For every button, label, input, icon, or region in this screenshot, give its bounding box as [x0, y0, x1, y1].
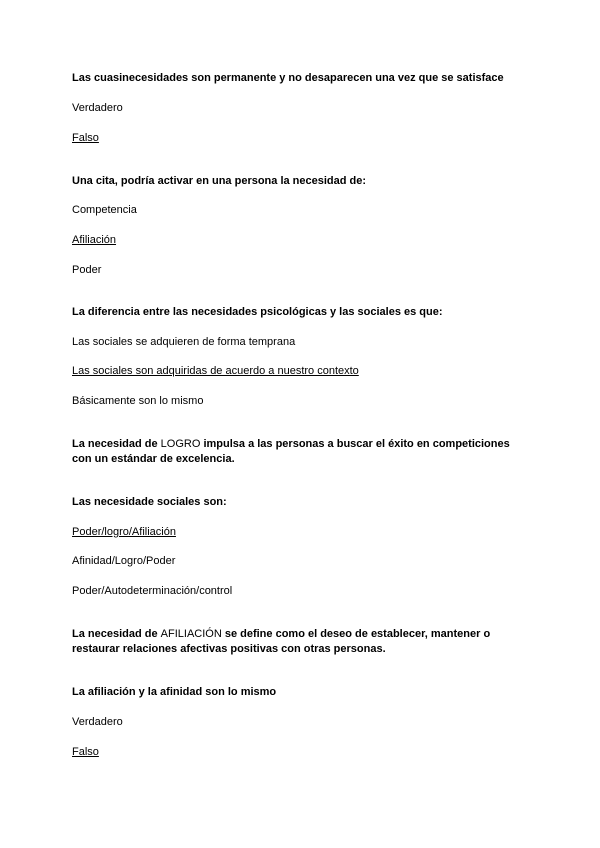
statement-afiliacion-prefix: La necesidad de	[72, 628, 161, 640]
question-1-option-2-correct: Falso	[72, 132, 99, 144]
question-4-prompt: Las necesidade sociales son:	[72, 496, 227, 508]
question-2-prompt: Una cita, podría activar en una persona la necesidad de:	[72, 175, 367, 187]
statement-logro-line-2: con un estándar de excelencia.	[72, 453, 235, 465]
question-4-option-2: Afinidad/Logro/Poder	[72, 555, 176, 567]
statement-logro-line-1	[72, 437, 510, 452]
question-1-prompt: Las cuasinecesidades son permanente y no desaparecen una vez que se satisface	[72, 72, 504, 84]
statement-logro-prefix: La necesidad de	[72, 438, 161, 450]
statement-afiliacion-keyword: AFILIACIÓN	[160, 628, 222, 640]
question-3-prompt: La diferencia entre las necesidades psicológicas y las sociales es que:	[72, 306, 443, 318]
question-5-option-2-correct: Falso	[72, 746, 99, 758]
question-5-prompt: La afiliación y la afinidad son lo mismo	[72, 686, 277, 698]
statement-logro-keyword: LOGRO	[160, 438, 201, 450]
statement-afiliacion-line-2: restaurar relaciones afectivas positivas con otras personas.	[72, 643, 386, 655]
statement-logro-rest: impulsa a las personas a buscar el éxito en competiciones	[200, 438, 510, 450]
question-2-option-3: Poder	[72, 264, 102, 276]
question-4-option-3: Poder/Autodeterminación/control	[72, 585, 233, 597]
question-3-option-3: Básicamente son lo mismo	[72, 395, 204, 407]
question-1-option-1: Verdadero	[72, 102, 123, 114]
question-5-option-1: Verdadero	[72, 716, 123, 728]
question-3-option-1: Las sociales se adquieren de forma temprana	[72, 336, 296, 348]
statement-afiliacion-line-1	[72, 627, 490, 642]
statement-afiliacion-rest: se define como el deseo de establecer, mantener o	[221, 628, 491, 640]
question-2-option-2-correct: Afiliación	[72, 234, 117, 246]
question-4-option-1-correct: Poder/logro/Afiliación	[72, 526, 176, 538]
question-2-option-1: Competencia	[72, 204, 137, 216]
question-3-option-2-correct: Las sociales son adquiridas de acuerdo a nuestro contexto	[72, 365, 359, 377]
